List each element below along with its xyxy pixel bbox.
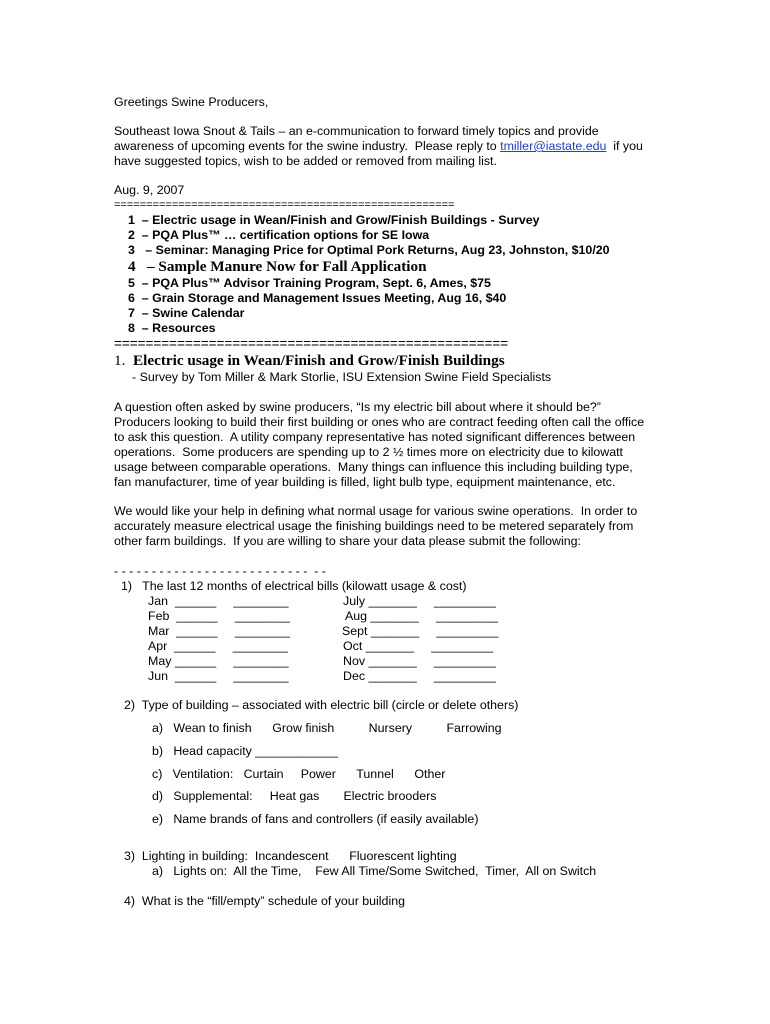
para1-line-4: operations. Some producers are spending up to 2 ½ times more on electricity due to kilowatt	[114, 445, 623, 459]
intro-line-2	[114, 139, 643, 154]
question-2-item-c: c) Ventilation: Curtain Power Tunnel Other	[152, 767, 446, 781]
question-3-item-a: a) Lights on: All the Time, Few All Time/Some Switched, Timer, All on Switch	[152, 864, 597, 878]
intro-line-2-post: if you	[606, 139, 643, 153]
month-row-oct: Oct _______ _________	[343, 639, 494, 653]
question-2-item-e: e) Name brands of fans and controllers (if easily available)	[152, 812, 479, 826]
month-row-jun: Jun ______ ________	[148, 669, 289, 683]
toc-item-2: 2 – PQA Plus™ … certification options for SE Iowa	[128, 228, 430, 242]
para1-line-2: Producers looking to build their first building or ones who are contract feeding often call the office	[114, 415, 645, 429]
question-2-item-d: d) Supplemental: Heat gas Electric brooders	[152, 789, 437, 803]
month-row-sep: Sept _______ _________	[342, 624, 499, 638]
section-1-byline: - Survey by Tom Miller & Mark Storlie, ISU Extension Swine Field Specialists	[132, 370, 552, 384]
email-link[interactable]: tmiller@iastate.edu	[500, 139, 607, 153]
issue-date: Aug. 9, 2007	[114, 183, 185, 197]
separator-top: =====================================================	[114, 199, 455, 211]
question-2-label: 2) Type of building – associated with electric bill (circle or delete others)	[124, 698, 519, 712]
toc-item-6: 6 – Grain Storage and Management Issues Meeting, Aug 16, $40	[128, 291, 507, 305]
toc-item-1: 1 – Electric usage in Wean/Finish and Grow/Finish Buildings - Survey	[128, 213, 540, 227]
para1-line-6: fan manufacturer, time of year building is filled, light bulb type, equipment maintenance, etc.	[114, 475, 616, 489]
question-1-label: 1) The last 12 months of electrical bills (kilowatt usage & cost)	[121, 579, 467, 593]
question-4-label: 4) What is the “fill/empty” schedule of your building	[124, 894, 405, 908]
toc-item-4: 4 – Sample Manure Now for Fall Application	[128, 258, 427, 275]
toc-item-5: 5 – PQA Plus™ Advisor Training Program, Sept. 6, Ames, $75	[128, 276, 491, 290]
para2-line-3: other farm buildings. If you are willing to share your data please submit the following:	[114, 534, 581, 548]
para1-line-5: usage between comparable operations. Many things can influence this including building type,	[114, 460, 633, 474]
intro-line-2-pre: awareness of upcoming events for the swine industry. Please reply to	[114, 139, 501, 153]
month-row-mar: Mar ______ ________	[148, 624, 290, 638]
month-row-jan: Jan ______ ________	[148, 594, 289, 608]
question-2-item-a: a) Wean to finish Grow finish Nursery Farrowing	[152, 721, 502, 735]
para2-line-1: We would like your help in defining what normal usage for various swine operations. In order to	[114, 504, 638, 518]
dashed-divider: - - - - - - - - - - - - - - - - - - - - - - - - - - - -	[114, 564, 326, 578]
month-row-apr: Apr ______ ________	[148, 639, 288, 653]
month-row-nov: Nov _______ _________	[343, 654, 496, 668]
month-row-jul: July _______ _________	[343, 594, 496, 608]
toc-item-3: 3 – Seminar: Managing Price for Optimal Pork Returns, Aug 23, Johnston, $10/20	[128, 243, 610, 257]
section-1-heading: 1. Electric usage in Wean/Finish and Grow/Finish Buildings	[114, 352, 505, 369]
question-2-item-b: b) Head capacity ____________	[152, 744, 338, 758]
month-row-may: May ______ ________	[148, 654, 289, 668]
para2-line-2: accurately measure electrical usage the finishing buildings need to be metered separately from	[114, 519, 634, 533]
month-row-dec: Dec _______ _________	[343, 669, 496, 683]
question-3-label: 3) Lighting in building: Incandescent Fluorescent lighting	[124, 849, 457, 863]
month-row-feb: Feb ______ ________	[148, 609, 290, 623]
month-row-aug: Aug _______ _________	[345, 609, 498, 623]
para1-line-3: to ask this question. A utility company representative has noted significant differences between	[114, 430, 636, 444]
toc-item-7: 7 – Swine Calendar	[128, 306, 245, 320]
separator-bottom: ==================================================	[114, 336, 509, 351]
intro-line-3: have suggested topics, wish to be added or removed from mailing list.	[114, 154, 497, 168]
greeting: Greetings Swine Producers,	[114, 95, 269, 109]
para1-line-1: A question often asked by swine producers, “Is my electric bill about where it should be?”	[114, 400, 601, 414]
intro-line-1: Southeast Iowa Snout & Tails – an e-communication to forward timely topics and provide	[114, 124, 599, 138]
toc-item-8: 8 – Resources	[128, 321, 216, 335]
